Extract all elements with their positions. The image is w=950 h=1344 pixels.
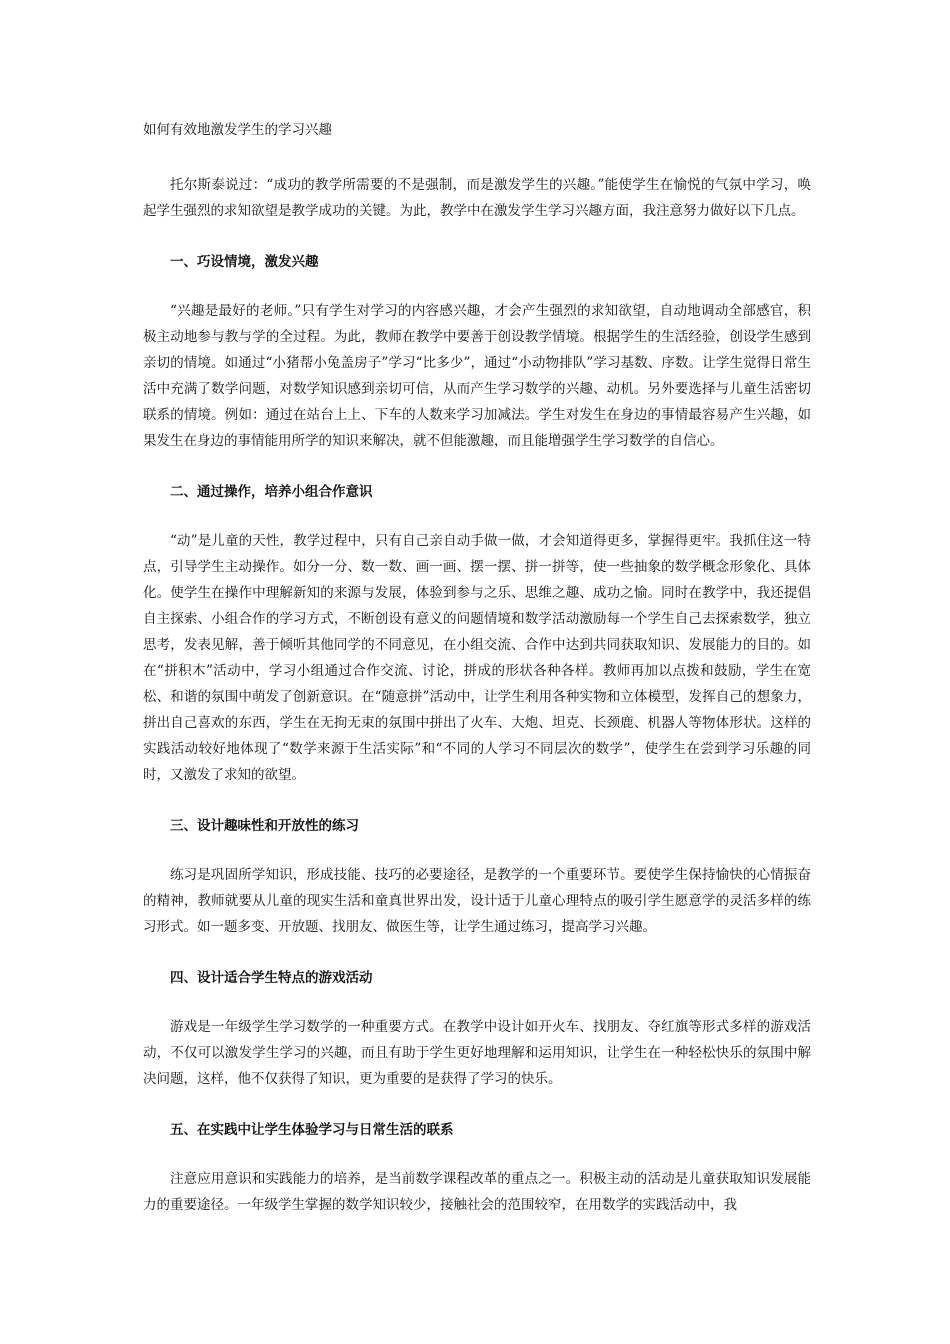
section-body-4: 游戏是一年级学生学习数学的一种重要方式。在教学中设计如开火车、找朋友、夺红旗等形式多样的游戏活动，不仅可以激发学生学习的兴趣，而且有助于学生更好地理解和运用知识，让学生在一种轻松快乐的氛围中解决问题，这样，他不仅获得了知识，更为重要的是获得了学习的快乐。 [143,1019,811,1087]
section-body-3: 练习是巩固所学知识，形成技能、技巧的必要途径，是教学的一个重要环节。要使学生保持愉快的心情振奋的精神，教师就要从儿童的现实生活和童真世界出发，设计适于儿童心理特点的吸引学生愿意学的灵活多样的练习形式。如一题多变、开放题、找朋友、做医生等，让学生通过练习，提高学习兴趣。 [143,867,811,935]
section-heading-4: 四、设计适合学生特点的游戏活动 [170,970,373,986]
section-heading-2: 二、通过操作，培养小组合作意识 [170,484,373,500]
document-title: 如何有效地激发学生的学习兴趣 [143,122,332,138]
section-heading-3: 三、设计趣味性和开放性的练习 [170,818,359,834]
intro-paragraph: 托尔斯泰说过：“成功的教学所需要的不是强制，而是激发学生的兴趣。”能使学生在愉悦的气氛中学习，唤起学生强烈的求知欲望是教学成功的关键。为此，教学中在激发学生学习兴趣方面，我注意努力做好以下几点。 [143,177,811,219]
section-heading-5: 五、在实践中让学生体验学习与日常生活的联系 [170,1122,454,1138]
section-heading-1: 一、巧设情境，激发兴趣 [170,254,319,270]
section-body-1: “兴趣是最好的老师。”只有学生对学习的内容感兴趣，才会产生强烈的求知欲望，自动地调动全部感官，积极主动地参与教与学的全过程。为此，教师在教学中要善于创设教学情境。根据学生的生活经验，创设学生感到亲切的情境。如通过“小猪帮小兔盖房子”学习“比多少”，通过“小动物排队”学习基数、序数。让学生觉得日常生活中充满了数学问题，对数学知识感到亲切可信，从而产生学习数学的兴趣、动机。另外要选择与儿童生活密切联系的情境。例如：通过在站台上上、下车的人数来学习加减法。学生对发生在身边的事情最容易产生兴趣，如果发生在身边的事情能用所学的知识来解决，就不但能激趣，而且能增强学生学习数学的自信心。 [143,303,811,449]
document-page [143,120,811,1218]
section-body-2: “动”是儿童的天性，教学过程中，只有自己亲自动手做一做，才会知道得更多，掌握得更牢。我抓住这一特点，引导学生主动操作。如分一分、数一数、画一画、摆一摆、拼一拼等，使一些抽象的数学概念形象化、具体化。使学生在操作中理解新知的来源与发展，体验到参与之乐、思维之趣、成功之愉。同时在教学中，我还提倡自主探索、小组合作的学习方式，不断创设有意义的问题情境和数学活动激励每一个学生自己去探索数学，独立思考，发表见解，善于倾听其他同学的不同意见，在小组交流、合作中达到共同获取知识、发展能力的目的。如在“拼积木”活动中，学习小组通过合作交流、讨论，拼成的形状各种各样。教师再加以点拨和鼓励，学生在宽松、和谐的氛围中萌发了创新意识。在“随意拼”活动中，让学生利用各种实物和立体模型，发挥自己的想象力，拼出自己喜欢的东西，学生在无拘无束的氛围中拼出了火车、大炮、坦克、长颈鹿、机器人等物体形状。这样的实践活动较好地体现了“数学来源于生活实际”和“不同的人学习不同层次的数学”，使学生在尝到学习乐趣的同时，又激发了求知的欲望。 [143,533,811,783]
section-body-5: 注意应用意识和实践能力的培养，是当前数学课程改革的重点之一。积极主动的活动是儿童获取知识发展能力的重要途径。一年级学生掌握的数学知识较少，接触社会的范围较窄，在用数学的实践活动中，我 [143,1171,811,1213]
